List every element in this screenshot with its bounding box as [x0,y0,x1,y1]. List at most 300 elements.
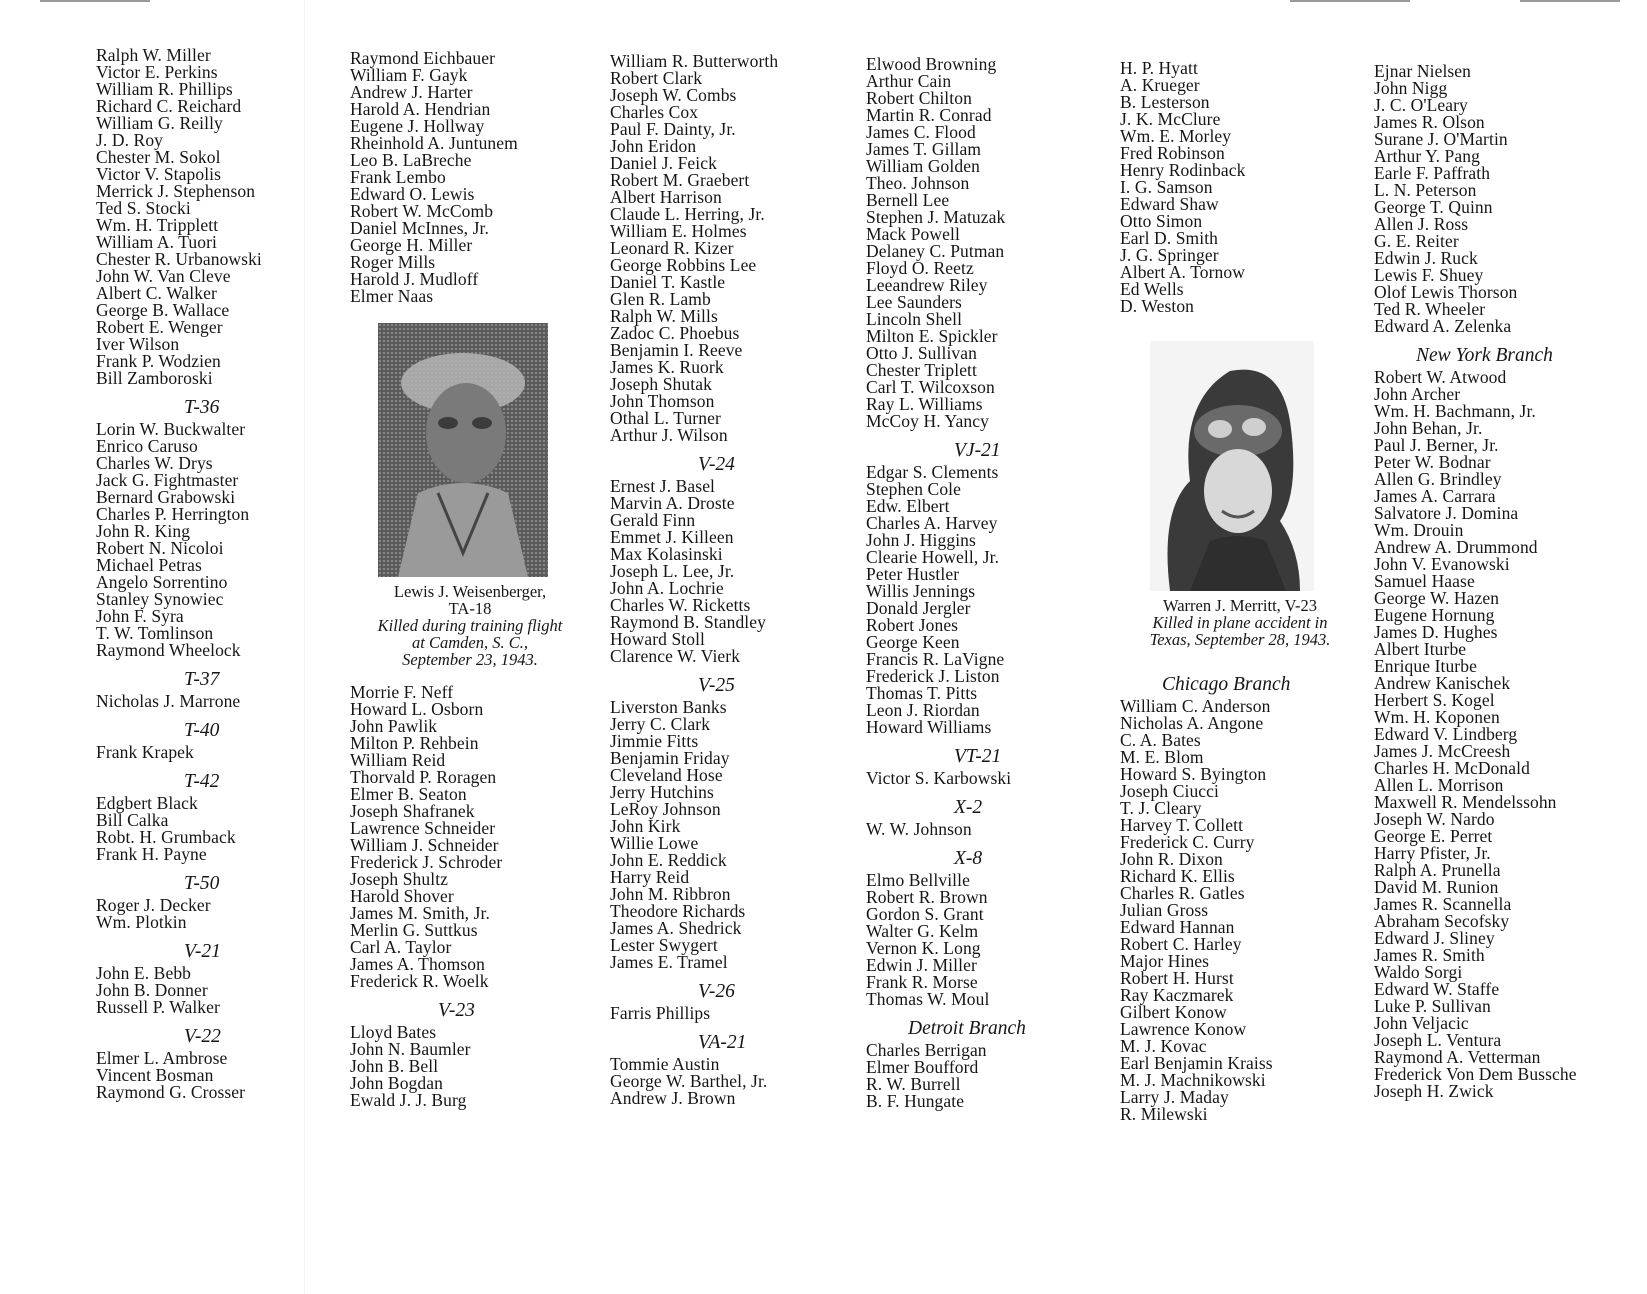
roster-name: Robert Jones [866,615,959,635]
roster-name: Lester Swygert [610,935,718,955]
roster-name: Elmo Bellville [866,870,970,890]
roster-name: John R. Dixon [1120,849,1223,869]
roster-name: Ewald J. J. Burg [350,1090,467,1110]
roster-name: Harold J. Mudloff [350,269,479,289]
roster-name: Allen L. Morrison [1374,775,1504,795]
roster-name: Othal L. Turner [610,408,721,428]
roster-name: Joseph W. Combs [610,85,737,105]
roster-name: Edgbert Black [96,793,198,813]
column-1 [96,47,326,1101]
roster-name: Michael Petras [96,555,202,575]
roster-name: Paul F. Dainty, Jr. [610,119,736,139]
roster-name: Harry Reid [610,867,690,887]
roster-name: Joseph L. Lee, Jr. [610,561,735,581]
roster-name: Wm. H. Koponen [1374,707,1500,727]
roster-name: Willie Lowe [610,833,699,853]
roster-name: Robt. H. Grumback [96,827,236,847]
roster-name: Andrew J. Harter [350,82,473,102]
roster-name: William A. Tuori [96,232,217,252]
roster-name: L. N. Peterson [1374,180,1477,200]
squadron-heading: VJ-21 [954,440,1001,461]
roster-name: Leonard R. Kizer [610,238,734,258]
roster-name: Lawrence Schneider [350,818,496,838]
roster-name: Elmer Boufford [866,1057,979,1077]
roster-name: Enrico Caruso [96,436,198,456]
top-edge-mark [40,0,150,2]
roster-name: Charles W. Drys [96,453,213,473]
roster-name: Albert A. Tornow [1120,262,1245,282]
roster-name: Frederick C. Curry [1120,832,1255,852]
roster-name: Robert E. Wenger [96,317,223,337]
roster-name: Ralph W. Miller [96,45,211,65]
roster-name: Earl Benjamin Kraiss [1120,1053,1273,1073]
column-4 [866,56,1116,1110]
roster-name: Victor S. Karbowski [866,768,1012,788]
roster-name: Harry Pfister, Jr. [1374,843,1491,863]
roster-name: Bill Zamboroski [96,368,213,388]
roster-name: Liverston Banks [610,697,727,717]
roster-name: Waldo Sorgi [1374,962,1463,982]
squadron-heading: V-22 [184,1026,221,1047]
roster-name: Joseph L. Ventura [1374,1030,1502,1050]
roster-name: Eugene J. Hollway [350,116,485,136]
roster-name: J. D. Roy [96,130,164,150]
roster-name: Ted R. Wheeler [1374,299,1486,319]
roster-name: Charles Berrigan [866,1040,987,1060]
roster-name: J. G. Springer [1120,245,1219,265]
roster-name: John Thomson [610,391,715,411]
roster-name: John Nigg [1374,78,1448,98]
roster-name: George Robbins Lee [610,255,757,275]
roster-name: Joseph W. Nardo [1374,809,1495,829]
roster-name: Leeandrew Riley [866,275,988,295]
roster-name: Thomas T. Pitts [866,683,978,703]
roster-name: Vernon K. Long [866,938,981,958]
roster-name: Howard Williams [866,717,992,737]
roster-name: G. E. Reiter [1374,231,1459,251]
roster-name: Theo. Johnson [866,173,970,193]
roster-name: Frank P. Wodzien [96,351,221,371]
roster-name: M. J. Kovac [1120,1036,1207,1056]
roster-name: George T. Quinn [1374,197,1493,217]
roster-name: W. W. Johnson [866,819,972,839]
roster-name: Frederick J. Schroder [350,852,503,872]
roster-name: Roger Mills [350,252,436,272]
roster-name: Abraham Secofsky [1374,911,1510,931]
roster-name: Bernard Grabowski [96,487,236,507]
roster-name: Frank Krapek [96,742,194,762]
roster-name: Samuel Haase [1374,571,1475,591]
roster-name: John Archer [1374,384,1461,404]
roster-name: Frederick Von Dem Bussche [1374,1064,1577,1084]
roster-name: John J. Higgins [866,530,976,550]
roster-name: Wm. E. Morley [1120,126,1232,146]
roster-name: LeRoy Johnson [610,799,721,819]
roster-name: William J. Schneider [350,835,499,855]
squadron-heading: VA-21 [698,1032,747,1053]
roster-name: John A. Lochrie [610,578,724,598]
roster-name: Enrique Iturbe [1374,656,1477,676]
roster-name: Clarence W. Vierk [610,646,741,666]
roster-name: Robert C. Harley [1120,934,1242,954]
roster-name: Daniel McInnes, Jr. [350,218,489,238]
roster-name: Frederick R. Woelk [350,971,489,991]
roster-name: Robert Clark [610,68,703,88]
roster-name: Richard C. Reichard [96,96,242,116]
roster-name: Carl A. Taylor [350,937,452,957]
roster-name: Gordon S. Grant [866,904,984,924]
roster-name: George E. Perret [1374,826,1493,846]
roster-name: John N. Baumler [350,1039,471,1059]
roster-name: Cleveland Hose [610,765,723,785]
roster-name: James T. Gillam [866,139,982,159]
roster-name: Robert W. McComb [350,201,494,221]
roster-name: William G. Reilly [96,113,223,133]
roster-name: Raymond B. Standley [610,612,766,632]
roster-name: Stephen J. Matuzak [866,207,1006,227]
roster-name: James A. Shedrick [610,918,742,938]
roster-name: William C. Anderson [1120,696,1271,716]
roster-name: Benjamin Friday [610,748,730,768]
squadron-heading: T-37 [184,669,220,690]
roster-name: Lorin W. Buckwalter [96,419,246,439]
roster-name: Farris Phillips [610,1003,711,1023]
roster-name: Floyd O. Reetz [866,258,974,278]
roster-name: Ray Kaczmarek [1120,985,1234,1005]
top-edge-mark [1290,0,1410,2]
roster-name: Howard L. Osborn [350,699,484,719]
roster-name: John E. Reddick [610,850,727,870]
roster-name: James A. Carrara [1374,486,1496,506]
roster-name: William R. Phillips [96,79,233,99]
roster-name: Frank R. Morse [866,972,978,992]
roster-name: William R. Butterworth [610,51,779,71]
photo-caption: Warren J. Merritt, V-23 [1162,596,1318,615]
memorial-photo [1150,341,1314,591]
squadron-heading: V-25 [698,675,735,696]
roster-name: Edward V. Lindberg [1374,724,1518,744]
roster-name: Harold A. Hendrian [350,99,491,119]
roster-name: Martin R. Conrad [866,105,992,125]
roster-name: William E. Holmes [610,221,747,241]
roster-name: Edward O. Lewis [350,184,475,204]
squadron-heading: X-2 [954,797,983,818]
roster-name: Larry J. Maday [1120,1087,1229,1107]
roster-name: James R. Smith [1374,945,1485,965]
roster-name: Ralph A. Prunella [1374,860,1501,880]
column-2 [350,50,590,1109]
roster-name: John V. Evanowski [1374,554,1510,574]
roster-name: Charles A. Harvey [866,513,998,533]
photo-caption-italic: Killed during training flight [377,616,563,635]
roster-name: Lincoln Shell [866,309,963,329]
roster-name: Rheinhold A. Juntunem [350,133,518,153]
squadron-heading: T-50 [184,873,220,894]
roster-name: Edward Shaw [1120,194,1219,214]
roster-name: Stanley Synowiec [96,589,224,609]
roster-name: Victor V. Stapolis [96,164,222,184]
roster-name: Andrew J. Brown [610,1088,736,1108]
roster-name: Frederick J. Liston [866,666,1000,686]
roster-name: Charles P. Herrington [96,504,250,524]
roster-name: Leon J. Riordan [866,700,980,720]
roster-name: James M. Smith, Jr. [350,903,490,923]
roster-name: Joseph Shafranek [350,801,475,821]
roster-name: J. C. O'Leary [1374,95,1468,115]
roster-name: John Bogdan [350,1073,443,1093]
roster-name: Victor E. Perkins [96,62,218,82]
roster-name: Andrew Kanischek [1374,673,1511,693]
branch-heading: Chicago Branch [1162,674,1291,695]
roster-name: Clearie Howell, Jr. [866,547,1000,567]
roster-name: John R. King [96,521,191,541]
roster-name: Earl D. Smith [1120,228,1219,248]
roster-name: Allen G. Brindley [1374,469,1502,489]
roster-name: M. E. Blom [1120,747,1204,767]
roster-name: Marvin A. Droste [610,493,735,513]
roster-name: Wm. Drouin [1374,520,1464,540]
roster-name: Robert H. Hurst [1120,968,1234,988]
roster-name: Albert Iturbe [1374,639,1467,659]
squadron-heading: X-8 [954,848,983,869]
roster-name: Peter Hustler [866,564,960,584]
roster-name: Surane J. O'Martin [1374,129,1508,149]
roster-name: Albert Harrison [610,187,722,207]
roster-name: Raymond A. Vetterman [1374,1047,1541,1067]
roster-name: Bill Calka [96,810,169,830]
roster-name: Lee Saunders [866,292,962,312]
roster-name: Major Hines [1120,951,1210,971]
roster-name: Daniel J. Feick [610,153,717,173]
roster-name: John Kirk [610,816,681,836]
roster-name: Leo B. LaBreche [350,150,472,170]
roster-name: Elwood Browning [866,54,997,74]
roster-name: H. P. Hyatt [1120,58,1198,78]
roster-name: Earle F. Paffrath [1374,163,1491,183]
roster-name: John Veljacic [1374,1013,1469,1033]
photo-caption: Lewis J. Weisenberger, [393,582,547,601]
roster-name: William Golden [866,156,980,176]
roster-name: Jerry Hutchins [610,782,714,802]
roster-name: Tommie Austin [610,1054,720,1074]
column-3 [610,53,840,1107]
roster-name: Robert R. Brown [866,887,988,907]
squadron-heading: T-36 [184,397,220,418]
roster-name: R. W. Burrell [866,1074,961,1094]
roster-name: Robert W. Atwood [1374,367,1507,387]
roster-name: Benjamin I. Reeve [610,340,743,360]
roster-name: Jerry C. Clark [610,714,711,734]
roster-name: Fred Robinson [1120,143,1225,163]
roster-name: Theodore Richards [610,901,746,921]
roster-name: B. F. Hungate [866,1091,965,1111]
roster-name: Ernest J. Basel [610,476,716,496]
roster-name: Salvatore J. Domina [1374,503,1519,523]
roster-name: James J. McCreesh [1374,741,1511,761]
roster-name: Willis Jennings [866,581,976,601]
roster-name: R. Milewski [1120,1104,1208,1124]
roster-name: A. Krueger [1120,75,1200,95]
roster-name: Gerald Finn [610,510,696,530]
roster-name: Bernell Lee [866,190,950,210]
roster-name: Donald Jergler [866,598,971,618]
roster-name: C. A. Bates [1120,730,1201,750]
roster-name: James C. Flood [866,122,976,142]
roster-name: Arthur Y. Pang [1374,146,1480,166]
roster-name: David M. Runion [1374,877,1499,897]
roster-name: Stephen Cole [866,479,962,499]
roster-name: Iver Wilson [96,334,180,354]
roster-name: Harvey T. Collett [1120,815,1244,835]
roster-name: Paul J. Berner, Jr. [1374,435,1499,455]
roster-name: Russell P. Walker [96,997,220,1017]
squadron-heading: T-42 [184,771,220,792]
squadron-heading: VT-21 [954,746,1002,767]
roster-name: Edw. Elbert [866,496,950,516]
roster-name: Allen J. Ross [1374,214,1469,234]
roster-name: Otto Simon [1120,211,1203,231]
spacer [1120,648,1370,664]
roster-name: Elmer L. Ambrose [96,1048,228,1068]
roster-name: Raymond G. Crosser [96,1082,246,1102]
roster-name: Jimmie Fitts [610,731,699,751]
roster-name: Frank H. Payne [96,844,207,864]
roster-name: Morrie F. Neff [350,682,454,702]
roster-name: D. Weston [1120,296,1195,316]
roster-name: James R. Scannella [1374,894,1512,914]
roster-name: James K. Ruork [610,357,724,377]
roster-name: Ejnar Nielsen [1374,61,1472,81]
roster-name: Howard S. Byington [1120,764,1267,784]
roster-name: John Behan, Jr. [1374,418,1483,438]
roster-name: McCoy H. Yancy [866,411,989,431]
roster-name: John F. Syra [96,606,184,626]
roster-name: Edward J. Sliney [1374,928,1495,948]
roster-name: Ted S. Stocki [96,198,191,218]
roster-name: Chester R. Urbanowski [96,249,262,269]
roster-name: Julian Gross [1120,900,1209,920]
roster-name: T. J. Cleary [1120,798,1202,818]
roster-name: I. G. Samson [1120,177,1213,197]
roster-name: George W. Barthel, Jr. [610,1071,768,1091]
roster-name: Milton P. Rehbein [350,733,479,753]
roster-name: Glen R. Lamb [610,289,711,309]
roster-name: Wm. H. Tripplett [96,215,219,235]
roster-name: George B. Wallace [96,300,230,320]
roster-name: Richard K. Ellis [1120,866,1235,886]
roster-name: T. W. Tomlinson [96,623,214,643]
roster-name: Lawrence Konow [1120,1019,1247,1039]
roster-name: Arthur Cain [866,71,952,91]
column-6 [1374,63,1646,1100]
roster-name: Peter W. Bodnar [1374,452,1491,472]
roster-name: Roger J. Decker [96,895,211,915]
roster-name: M. J. Machnikowski [1120,1070,1266,1090]
roster-name: Wm. H. Bachmann, Jr. [1374,401,1536,421]
roster-name: Frank Lembo [350,167,446,187]
roster-name: Edwin J. Ruck [1374,248,1478,268]
memorial-photo [378,323,548,577]
roster-name: Wm. Plotkin [96,912,187,932]
roster-name: Luke P. Sullivan [1374,996,1491,1016]
photo-caption: TA-18 [448,599,492,618]
roster-name: Chester M. Sokol [96,147,221,167]
roster-name: Carl T. Wilcoxson [866,377,995,397]
roster-name: J. K. McClure [1120,109,1221,129]
roster-name: John W. Van Cleve [96,266,231,286]
roster-name: Edward Hannan [1120,917,1235,937]
roster-name: Milton E. Spickler [866,326,998,346]
roster-name: Charles H. McDonald [1374,758,1530,778]
roster-name: Henry Rodinback [1120,160,1246,180]
roster-name: George H. Miller [350,235,473,255]
squadron-heading: V-26 [698,981,735,1002]
squadron-heading: T-40 [184,720,220,741]
roster-name: Arthur J. Wilson [610,425,728,445]
roster-name: Nicholas J. Marrone [96,691,241,711]
roster-name: Elmer B. Seaton [350,784,467,804]
roster-name: Albert C. Walker [96,283,217,303]
roster-name: Merrick J. Stephenson [96,181,256,201]
roster-name: William F. Gayk [350,65,468,85]
roster-name: Francis R. LaVigne [866,649,1005,669]
roster-name: Walter G. Kelm [866,921,979,941]
roster-name: James A. Thomson [350,954,485,974]
column-5 [1120,60,1370,1123]
roster-name: Otto J. Sullivan [866,343,977,363]
roster-name: Eugene Hornung [1374,605,1495,625]
roster-name: John Pawlik [350,716,438,736]
roster-name: Elmer Naas [350,286,434,306]
roster-name: Charles Cox [610,102,699,122]
roster-name: Raymond Wheelock [96,640,241,660]
roster-name: James D. Hughes [1374,622,1498,642]
roster-name: Robert Chilton [866,88,972,108]
photo-caption-italic: Killed in plane accident in [1152,613,1328,632]
squadron-heading: V-21 [184,941,221,962]
roster-name: Delaney C. Putman [866,241,1005,261]
roster-name: Ralph W. Mills [610,306,718,326]
roster-name: B. Lesterson [1120,92,1210,112]
roster-name: Daniel T. Kastle [610,272,726,292]
roster-name: Mack Powell [866,224,960,244]
roster-name: Robert N. Nicoloi [96,538,224,558]
roster-name: William Reid [350,750,446,770]
roster-name: John B. Donner [96,980,208,1000]
roster-name: Jack G. Fightmaster [96,470,239,490]
branch-heading: New York Branch [1416,345,1553,366]
roster-name: Andrew A. Drummond [1374,537,1538,557]
roster-name: Edwin J. Miller [866,955,977,975]
roster-name: Joseph Shultz [350,869,449,889]
roster-name: Max Kolasinski [610,544,723,564]
photo-caption-italic: at Camden, S. C., [412,633,528,652]
roster-name: Emmet J. Killeen [610,527,734,547]
roster-name: Charles W. Ricketts [610,595,751,615]
roster-name: Angelo Sorrentino [96,572,228,592]
squadron-heading: V-23 [438,1000,475,1021]
roster-name: Joseph Ciucci [1120,781,1219,801]
roster-name: Merlin G. Suttkus [350,920,478,940]
roster-name: John B. Bell [350,1056,439,1076]
roster-name: Joseph H. Zwick [1374,1081,1494,1101]
roster-name: Edward A. Zelenka [1374,316,1512,336]
roster-name: Robert M. Graebert [610,170,750,190]
roster-name: Gilbert Konow [1120,1002,1227,1022]
photo-caption-italic: Texas, September 28, 1943. [1149,630,1331,649]
roster-name: James R. Olson [1374,112,1485,132]
roster-name: Ed Wells [1120,279,1184,299]
